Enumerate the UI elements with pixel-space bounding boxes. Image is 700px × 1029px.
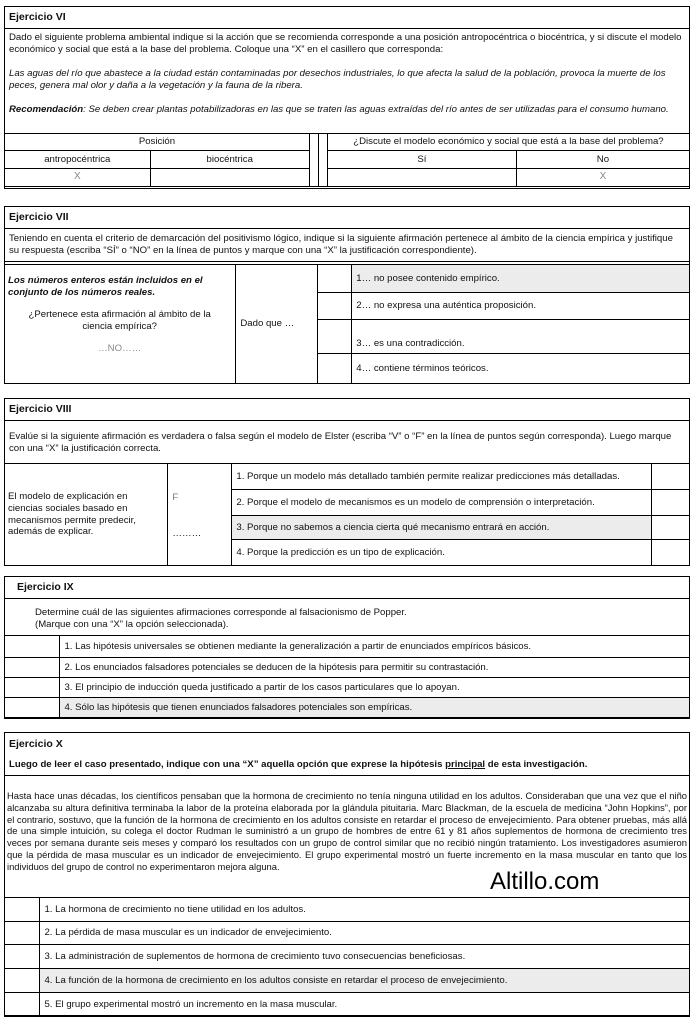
- exercise-9-option-2: 2. Los enunciados falsadores potenciales se deducen de la hipótesis para permitir su contrastación.: [60, 658, 690, 678]
- option-si: Sí: [327, 151, 516, 169]
- exercise-9-instructions: [5, 599, 689, 637]
- model-header: ¿Discute el modelo económico y social que está a la base del problema?: [327, 134, 689, 151]
- exercise-10-option-5: 5. El grupo experimental mostró un incremento en la masa muscular.: [40, 993, 690, 1017]
- exercise-7-statement: Los números enteros están incluidos en el conjunto de los números reales.: [8, 275, 203, 298]
- exercise-8-checkbox-2[interactable]: [652, 490, 690, 516]
- exercise-10-instructions-underlined: principal: [445, 759, 486, 771]
- exercise-7-instructions: Teniendo en cuenta el criterio de demarcación del positivismo lógico, indique si la siguiente afirmación pertenece al ámbito de la ciencia empírica y justifique su respuesta (escriba “SÍ” o “NO” en la línea de puntos y marque con una “X” la justificación correspondiente).: [5, 229, 689, 262]
- option-antropocentrica: antropocéntrica: [5, 151, 151, 169]
- option-no: No: [516, 151, 689, 169]
- exercise-8-checkbox-1[interactable]: [652, 464, 690, 490]
- exercise-10-case: Hasta hace unas décadas, los científicos pensaban que la hormona de crecimiento no tenía ninguna utilidad en los adultos. Consideraban que una vez que el niño alcanzaba su altura definitiva terminaba la labor de la proteína elaborada por la glándula pituitaria. Marc Blackman, de la escuela de medicina “John Hopkins”, por el contrario, sostuvo, que la función de la hormona de crecimiento en los adultos consiste en retardar el proceso de envejecimiento. Para obtener pruebas, más allá de una simple intuición, su colega el doctor Rudman le suministró a un grupo de hombres de entre 61 y 81 años suplementos de hormona de crecimiento tres veces por semana durante seis meses y comparó los resultados con un grupo de control similar que no recibió ningún tratamiento. Los investigadores asumieron que la pérdida de masa muscular es un indicador de envejecimiento. El grupo experimental mostró un fuerte incremento en la masa muscular en tanto que los individuos del grupo de control no experimentaron mejora alguna.: [7, 790, 687, 872]
- exercise-9-checkbox-2[interactable]: [4, 658, 60, 678]
- exercise-8-option-3: 3. Porque no sabemos a ciencia cierta qué mecanismo entrará en acción.: [232, 516, 652, 540]
- exercise-7-answer-table: [4, 264, 690, 384]
- exercise-7-option-3: 3… es una contradicción.: [352, 320, 690, 354]
- exercise-9-option-1: 1. Las hipótesis universales se obtienen mediante la generalización a partir de enunciados empíricos básicos.: [60, 636, 690, 658]
- position-header: Posición: [5, 134, 310, 151]
- exercise-8-dots: ………: [172, 527, 202, 539]
- exercise-10-title: Ejercicio X: [9, 738, 63, 750]
- exercise-9: [4, 576, 690, 719]
- exercise-10-instructions-b: de esta investigación.: [485, 759, 588, 771]
- exercise-9-checkbox-1[interactable]: [4, 636, 60, 658]
- exercise-7-option-4: 4… contiene términos teóricos.: [352, 354, 690, 384]
- recommendation-label: Recomendación: [9, 104, 84, 116]
- exercise-7-checkbox-4[interactable]: [318, 354, 352, 384]
- exercise-9-checkbox-3[interactable]: [4, 678, 60, 698]
- exercise-7-question: ¿Pertenece esta afirmación al ámbito de la ciencia empírica?: [28, 308, 211, 332]
- exercise-8-title: Ejercicio VIII: [5, 399, 689, 421]
- exercise-9-option-3: 3. El principio de inducción queda justificado a partir de los casos particulares que lo apoyan.: [60, 678, 690, 698]
- exercise-8-checkbox-3[interactable]: [652, 516, 690, 540]
- exercise-7-checkbox-1[interactable]: [318, 265, 352, 293]
- exercise-7-answer[interactable]: …NO……: [98, 342, 142, 354]
- exercise-9-title: Ejercicio IX: [5, 577, 689, 599]
- exercise-9-instructions-line-2: (Marque con una “X” la opción seleccionada).: [35, 619, 229, 631]
- recommendation-text: : Se deben crear plantas potabilizadoras en las que se traten las aguas extraídas del río antes de ser utilizadas para el consumo humano.: [83, 104, 669, 116]
- exercise-10-option-1: 1. La hormona de crecimiento no tiene utilidad en los adultos.: [40, 898, 690, 922]
- exercise-10-answer-table: [4, 897, 690, 1017]
- exercise-7: [4, 206, 690, 384]
- exercise-10-instructions: [5, 755, 689, 776]
- checkbox-si[interactable]: [327, 169, 516, 187]
- exercise-6: [4, 6, 690, 189]
- exercise-8: [4, 398, 690, 566]
- exercise-10-instructions-a: Luego de leer el caso presentado, indique con una “X” aquella opción que exprese la hipótesis: [9, 759, 446, 771]
- checkbox-no[interactable]: X: [516, 169, 689, 187]
- exercise-9-checkbox-4[interactable]: [4, 698, 60, 718]
- exercise-8-option-1: 1. Porque un modelo más detallado también permite realizar predicciones más detalladas.: [232, 464, 652, 490]
- exercise-10-checkbox-5[interactable]: [4, 993, 40, 1017]
- exercise-8-statement: El modelo de explicación en ciencias sociales basado en mecanismos permite predecir, además de explicar.: [4, 464, 168, 566]
- exercise-7-given: Dado que …: [236, 265, 318, 384]
- option-biocentrica: biocéntrica: [150, 151, 309, 169]
- exercise-10-checkbox-3[interactable]: [4, 945, 40, 969]
- exercise-7-option-1: 1… no posee contenido empírico.: [352, 265, 690, 293]
- exercise-10-option-4: 4. La función de la hormona de crecimiento en los adultos consiste en retardar el proceso de envejecimiento.: [40, 969, 690, 993]
- checkbox-antropocentrica[interactable]: X: [5, 169, 151, 187]
- exercise-6-title: Ejercicio VI: [5, 7, 689, 29]
- exercise-8-answer-table: [4, 463, 690, 566]
- exercise-8-answer-cell: [168, 464, 232, 566]
- exercise-10-checkbox-4[interactable]: [4, 969, 40, 993]
- exercise-8-option-2: 2. Porque el modelo de mecanismos es un modelo de comprensión o interpretación.: [232, 490, 652, 516]
- exercise-9-instructions-line-1: Determine cuál de las siguientes afirmaciones corresponde al falsacionismo de Popper.: [35, 607, 407, 619]
- exercise-8-checkbox-4[interactable]: [652, 540, 690, 566]
- exercise-10-checkbox-1[interactable]: [4, 898, 40, 922]
- exercise-6-case: Las aguas del río que abastece a la ciudad están contaminadas por desechos industriales, lo que afecta la salud de la población, provoca la muerte de los peces, genera mal olor y daña a la vegetación y la fauna de la ribera.: [9, 68, 666, 92]
- exercise-7-checkbox-2[interactable]: [318, 293, 352, 320]
- exercise-7-statement-cell: [4, 265, 236, 384]
- exercise-8-instructions: Evalúe si la siguiente afirmación es verdadera o falsa según el modelo de Elster (escriba “V” o “F” en la línea de puntos según corresponda). Luego marque con una “X” la justificación correcta.: [9, 431, 672, 455]
- exercise-7-checkbox-3[interactable]: [318, 320, 352, 354]
- altillo-watermark: Altillo.com: [490, 868, 600, 895]
- exercise-9-option-4: 4. Sólo las hipótesis que tienen enunciados falsadores potenciales son empíricas.: [60, 698, 690, 718]
- exercise-6-answer-table: [4, 133, 690, 187]
- exercise-7-title: Ejercicio VII: [5, 207, 689, 229]
- exercise-8-option-4: 4. Porque la predicción es un tipo de explicación.: [232, 540, 652, 566]
- exercise-10-option-3: 3. La administración de suplementos de hormona de crecimiento tuvo consecuencias beneficiosas.: [40, 945, 690, 969]
- exercise-6-recommendation: [5, 94, 689, 118]
- exercise-7-option-2: 2… no expresa una auténtica proposición.: [352, 293, 690, 320]
- exercise-6-instructions: Dado el siguiente problema ambiental indique si la acción que se recomienda corresponde a una posición antropocéntrica o biocéntrica, y si discute el modelo económico y social que está a la base del problema. Coloque una “X” en el casillero que corresponda:: [9, 32, 682, 56]
- exercise-10-checkbox-2[interactable]: [4, 922, 40, 945]
- exercise-8-answer[interactable]: F: [172, 492, 179, 503]
- exercise-10-option-2: 2. La pérdida de masa muscular es un indicador de envejecimiento.: [40, 922, 690, 945]
- exercise-9-answer-table: [4, 635, 690, 718]
- checkbox-biocentrica[interactable]: [150, 169, 309, 187]
